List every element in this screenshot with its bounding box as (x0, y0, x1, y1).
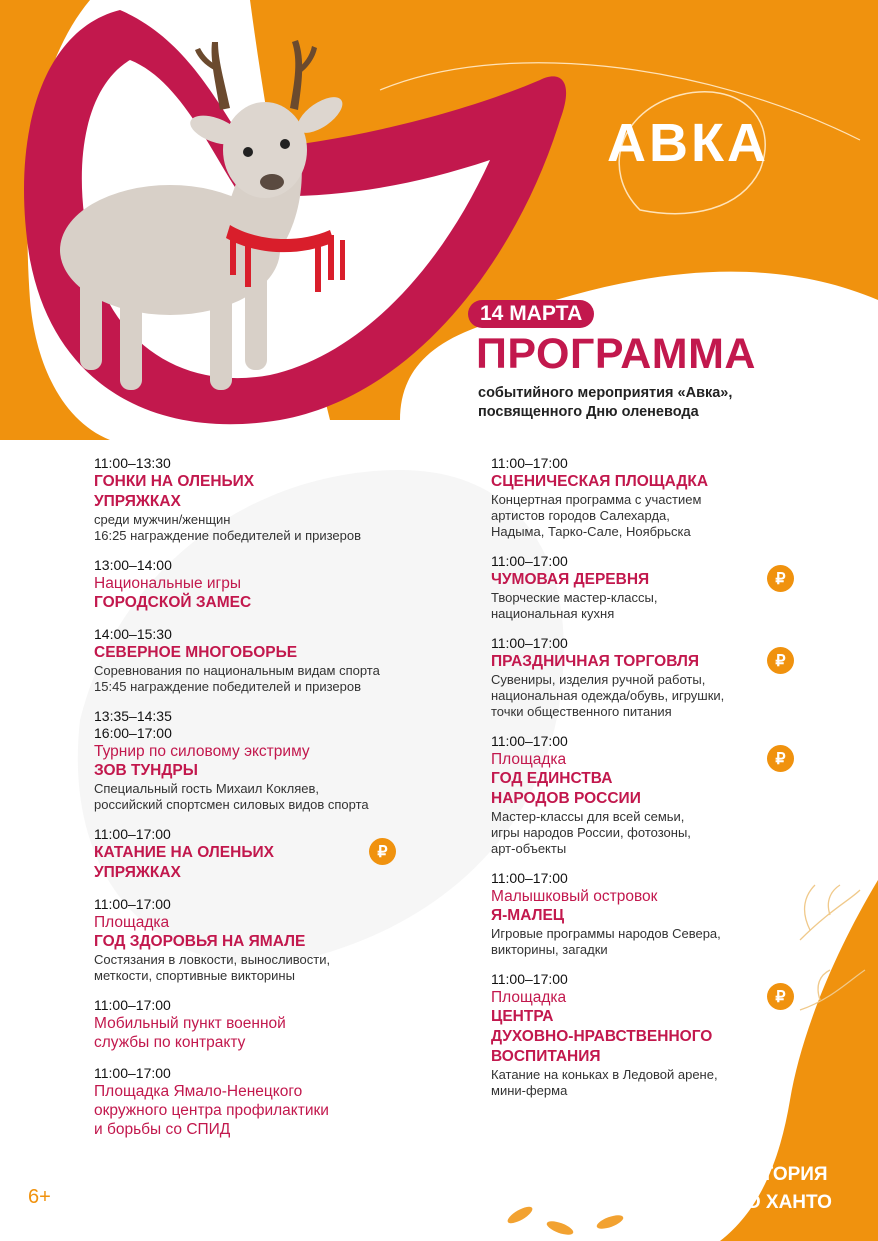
event-title: службы по контракту (94, 1034, 246, 1051)
event-description: среди мужчин/женщин (94, 512, 231, 527)
event-time: 11:00–13:30 (94, 455, 171, 471)
event-description: артистов городов Салехарда, (491, 508, 670, 523)
ruble-coin-icon: ₽ (767, 983, 794, 1010)
event-title: ПРАЗДНИЧНАЯ ТОРГОВЛЯ (491, 653, 700, 670)
reindeer-illustration (40, 30, 400, 410)
event-item (94, 997, 474, 1052)
event-item (94, 1065, 474, 1139)
event-description: точки общественного питания (491, 704, 672, 719)
event-item (94, 455, 474, 544)
event-item (491, 971, 791, 1099)
event-time: 14:00–15:30 (94, 626, 172, 642)
location-label (668, 1161, 858, 1217)
event-description: российский спортсмен силовых видов спорта (94, 797, 369, 812)
event-item (491, 553, 791, 622)
event-title: ГОНКИ НА ОЛЕНЬИХ (94, 473, 255, 490)
event-description: Состязания в ловкости, выносливости, (94, 952, 331, 967)
event-title: ЦЕНТРА (491, 1008, 554, 1025)
subtitle-line: событийного мероприятия «Авка», (478, 385, 733, 401)
event-title: ДУХОВНО-НРАВСТВЕННОГО (491, 1028, 713, 1045)
event-description: Сувениры, изделия ручной работы, (491, 672, 706, 687)
event-time: 11:00–17:00 (491, 733, 568, 749)
event-description: Концертная программа с участием (491, 492, 702, 507)
event-title: ВОСПИТАНИЯ (491, 1048, 601, 1065)
event-description: Соревнования по национальным видам спорта (94, 663, 380, 678)
ruble-coin-icon: ₽ (767, 647, 794, 674)
event-time: 11:00–17:00 (94, 896, 171, 912)
date-badge: 14 МАРТА (468, 300, 594, 328)
event-category: Площадка (491, 989, 567, 1006)
event-title: ГОД ЗДОРОВЬЯ НА ЯМАЛЕ (94, 933, 306, 950)
event-category: Площадка (94, 914, 170, 931)
event-time: 13:35–14:35 (94, 708, 172, 724)
location-line: ТЕРРИТОРИЯ (698, 1164, 828, 1185)
event-time: 11:00–17:00 (491, 635, 568, 651)
event-category: Площадка (491, 751, 567, 768)
event-description: меткости, спортивные викторины (94, 968, 295, 983)
event-description: Надыма, Тарко-Сале, Ноябрьска (491, 524, 691, 539)
event-time: 11:00–17:00 (491, 870, 568, 886)
event-time: 11:00–17:00 (94, 826, 171, 842)
event-title: окружного центра профилактики (94, 1102, 329, 1119)
brand-logo: АВКА (607, 113, 769, 173)
ruble-coin-icon: ₽ (369, 838, 396, 865)
event-item (491, 455, 791, 540)
event-title: Я-МАЛЕЦ (491, 907, 565, 924)
event-item (491, 870, 791, 958)
event-title: ЧУМОВАЯ ДЕРЕВНЯ (491, 571, 650, 588)
event-title: и борьбы со СПИД (94, 1121, 231, 1138)
event-description: Мастер-классы для всей семьи, (491, 809, 685, 824)
event-title: УПРЯЖКАХ (94, 493, 181, 510)
subtitle-line: посвященного Дню оленевода (478, 404, 699, 420)
event-title: СЕВЕРНОЕ МНОГОБОРЬЕ (94, 644, 298, 661)
event-time: 11:00–17:00 (491, 455, 568, 471)
event-title: ГОД ЕДИНСТВА (491, 770, 613, 787)
event-item (94, 557, 474, 613)
ruble-coin-icon: ₽ (767, 745, 794, 772)
program-title: ПРОГРАММА (476, 330, 756, 378)
event-title: Мобильный пункт военной (94, 1015, 286, 1032)
ruble-coin-icon: ₽ (767, 565, 794, 592)
event-time: 11:00–17:00 (491, 971, 568, 987)
event-description: игры народов России, фотозоны, (491, 825, 691, 840)
event-time: 11:00–17:00 (491, 553, 568, 569)
location-line: ОЗЕРО ХАНТО (694, 1192, 832, 1213)
event-item (491, 733, 791, 857)
leaf-decoration (505, 1204, 624, 1238)
event-time: 11:00–17:00 (94, 997, 171, 1013)
left-events-column (94, 455, 474, 1152)
event-category: Турнир по силовому экстриму (94, 743, 310, 760)
event-title: УПРЯЖКАХ (94, 864, 181, 881)
event-description: Катание на коньках в Ледовой арене, (491, 1067, 718, 1082)
event-item (94, 626, 474, 695)
event-title: КАТАНИЕ НА ОЛЕНЬИХ (94, 844, 274, 861)
event-time: 11:00–17:00 (94, 1065, 171, 1081)
event-description: Творческие мастер-классы, (491, 590, 658, 605)
program-subtitle (478, 384, 732, 422)
antler-icon (195, 40, 317, 110)
event-item (94, 708, 474, 813)
age-rating: 6+ (28, 1186, 51, 1208)
event-description: 16:25 награждение победителей и призеров (94, 528, 362, 543)
event-title: НАРОДОВ РОССИИ (491, 790, 641, 807)
event-description: 15:45 награждение победителей и призеров (94, 679, 362, 694)
event-description: Игровые программы народов Севера, (491, 926, 721, 941)
event-description: мини-ферма (491, 1083, 568, 1098)
event-title: Площадка Ямало-Ненецкого (94, 1083, 303, 1100)
event-description: Специальный гость Михаил Кокляев, (94, 781, 320, 796)
event-item (94, 826, 474, 883)
event-description: национальная одежда/обувь, игрушки, (491, 688, 725, 703)
event-title: ГОРОДСКОЙ ЗАМЕС (94, 594, 252, 611)
event-item (491, 635, 791, 720)
event-description: викторины, загадки (491, 942, 608, 957)
event-description: национальная кухня (491, 606, 615, 621)
event-time: 16:00–17:00 (94, 725, 172, 741)
event-category: Национальные игры (94, 575, 241, 592)
event-time: 13:00–14:00 (94, 557, 172, 573)
event-item (94, 896, 474, 984)
event-title: СЦЕНИЧЕСКАЯ ПЛОЩАДКА (491, 473, 709, 490)
right-events-column (491, 455, 791, 1112)
event-description: арт-объекты (491, 841, 567, 856)
event-title: ЗОВ ТУНДРЫ (94, 762, 198, 779)
event-category: Малышковый островок (491, 888, 658, 905)
